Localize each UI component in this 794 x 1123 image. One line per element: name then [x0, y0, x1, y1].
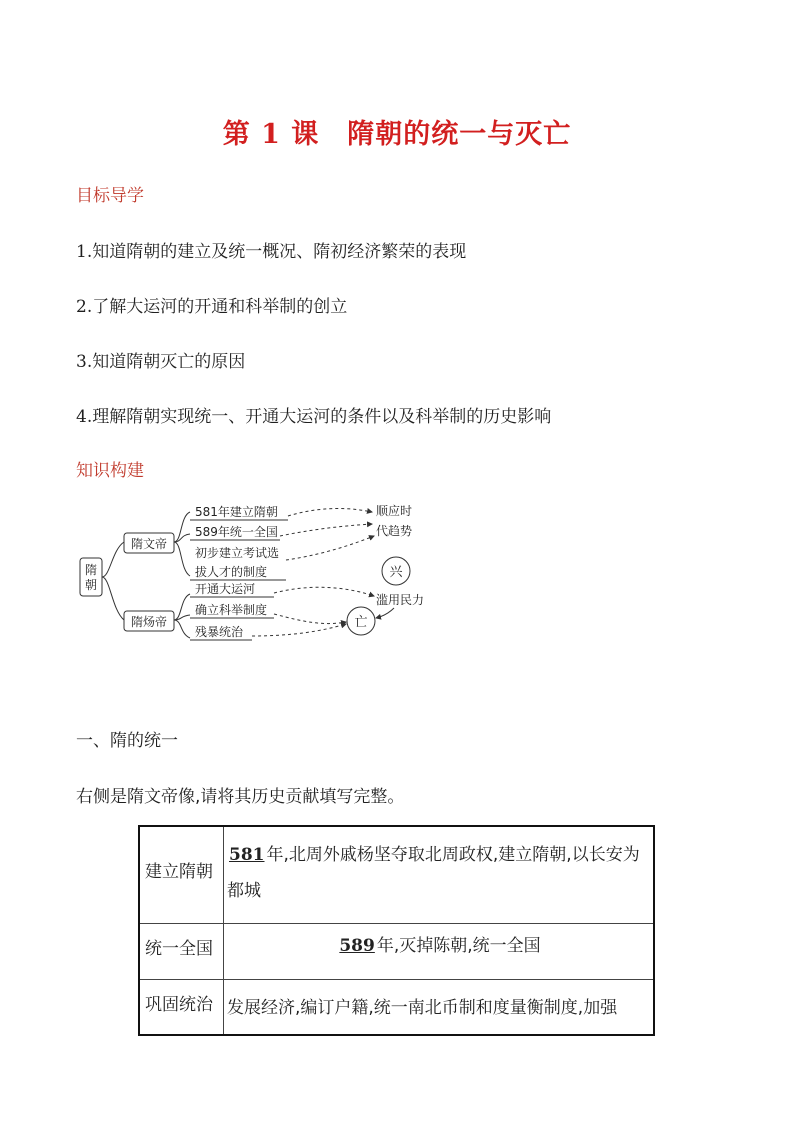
dashed-arrow: [252, 624, 346, 636]
yangdi-item: 开通大运河: [195, 582, 256, 596]
table-row: [139, 923, 654, 979]
row-text: 年,北周外戚杨坚夺取北周政权,建立隋朝,以长安为都城: [227, 845, 640, 901]
yangdi-item: 确立科举制度: [195, 603, 268, 617]
wendi-item: 589年统一全国: [195, 525, 278, 539]
knowledge-mindmap: [74, 490, 454, 650]
goal-text: 了解大运河的开通和科举制的创立: [92, 297, 348, 317]
dashed-arrow: [274, 587, 374, 596]
abuse-label: 滥用民力: [376, 593, 425, 607]
wendi-item: 初步建立考试选: [195, 546, 280, 560]
dashed-arrow: [280, 524, 372, 536]
wendi-item: 拔人才的制度: [195, 565, 268, 579]
page-title: 第 1 课 隋朝的统一与灭亡: [222, 119, 572, 150]
goal-number: 1.: [76, 242, 93, 262]
contribution-table: [138, 825, 655, 1036]
answer-blank: 581: [229, 845, 265, 865]
goal-item: [76, 237, 466, 262]
row-content: [224, 979, 655, 1035]
connector-line: [102, 542, 124, 577]
fall-label: 亡: [354, 615, 368, 630]
row-label: 建立隋朝: [139, 826, 224, 923]
table-row: [139, 979, 654, 1035]
section-intro: 右侧是隋文帝像,请将其历史贡献填写完整。: [76, 787, 405, 807]
trend-label: 代趋势: [376, 524, 413, 538]
connector-line: [174, 542, 190, 576]
wendi-item: 581年建立隋朝: [195, 505, 278, 519]
dashed-arrow: [286, 536, 374, 560]
goals-heading: 目标导学: [76, 186, 144, 206]
goal-item: [76, 347, 245, 372]
root-label: 朝: [84, 578, 98, 592]
goal-text: 理解隋朝实现统一、开通大运河的条件以及科举制的历史影响: [92, 407, 552, 427]
rise-label: 兴: [389, 565, 403, 580]
row-text: 年,灭掉陈朝,统一全国: [376, 935, 541, 956]
knowledge-heading: 知识构建: [76, 461, 144, 481]
root-label: 隋: [84, 563, 98, 577]
answer-blank: 589: [339, 935, 375, 956]
row-label: 巩固统治: [139, 979, 224, 1035]
goal-number: 3.: [76, 352, 93, 372]
goal-item: [76, 402, 551, 427]
trend-label: 顺应时: [376, 504, 413, 518]
yangdi-item: 残暴统治: [195, 625, 244, 639]
dashed-arrow: [288, 509, 372, 516]
dashed-arrow: [274, 614, 346, 624]
goal-item: [76, 292, 347, 317]
goal-number: 4.: [76, 407, 93, 427]
row-text: 发展经济,编订户籍,统一南北币制和度量衡制度,加强: [227, 997, 618, 1018]
goal-text: 知道隋朝的建立及统一概况、隋初经济繁荣的表现: [92, 242, 467, 262]
connector-line: [174, 594, 190, 620]
goal-number: 2.: [76, 297, 93, 317]
table-row: [139, 826, 654, 923]
solid-arrow: [376, 608, 394, 618]
emperor-yangdi-label: 隋炀帝: [130, 615, 168, 629]
emperor-wendi-label: 隋文帝: [130, 537, 168, 551]
connector-line: [102, 577, 124, 620]
goal-text: 知道隋朝灭亡的原因: [92, 352, 246, 372]
row-content: [224, 826, 655, 923]
connector-line: [174, 620, 190, 638]
row-label: 统一全国: [139, 923, 224, 979]
row-content: [224, 923, 655, 979]
section-heading: 一、隋的统一: [76, 731, 178, 751]
